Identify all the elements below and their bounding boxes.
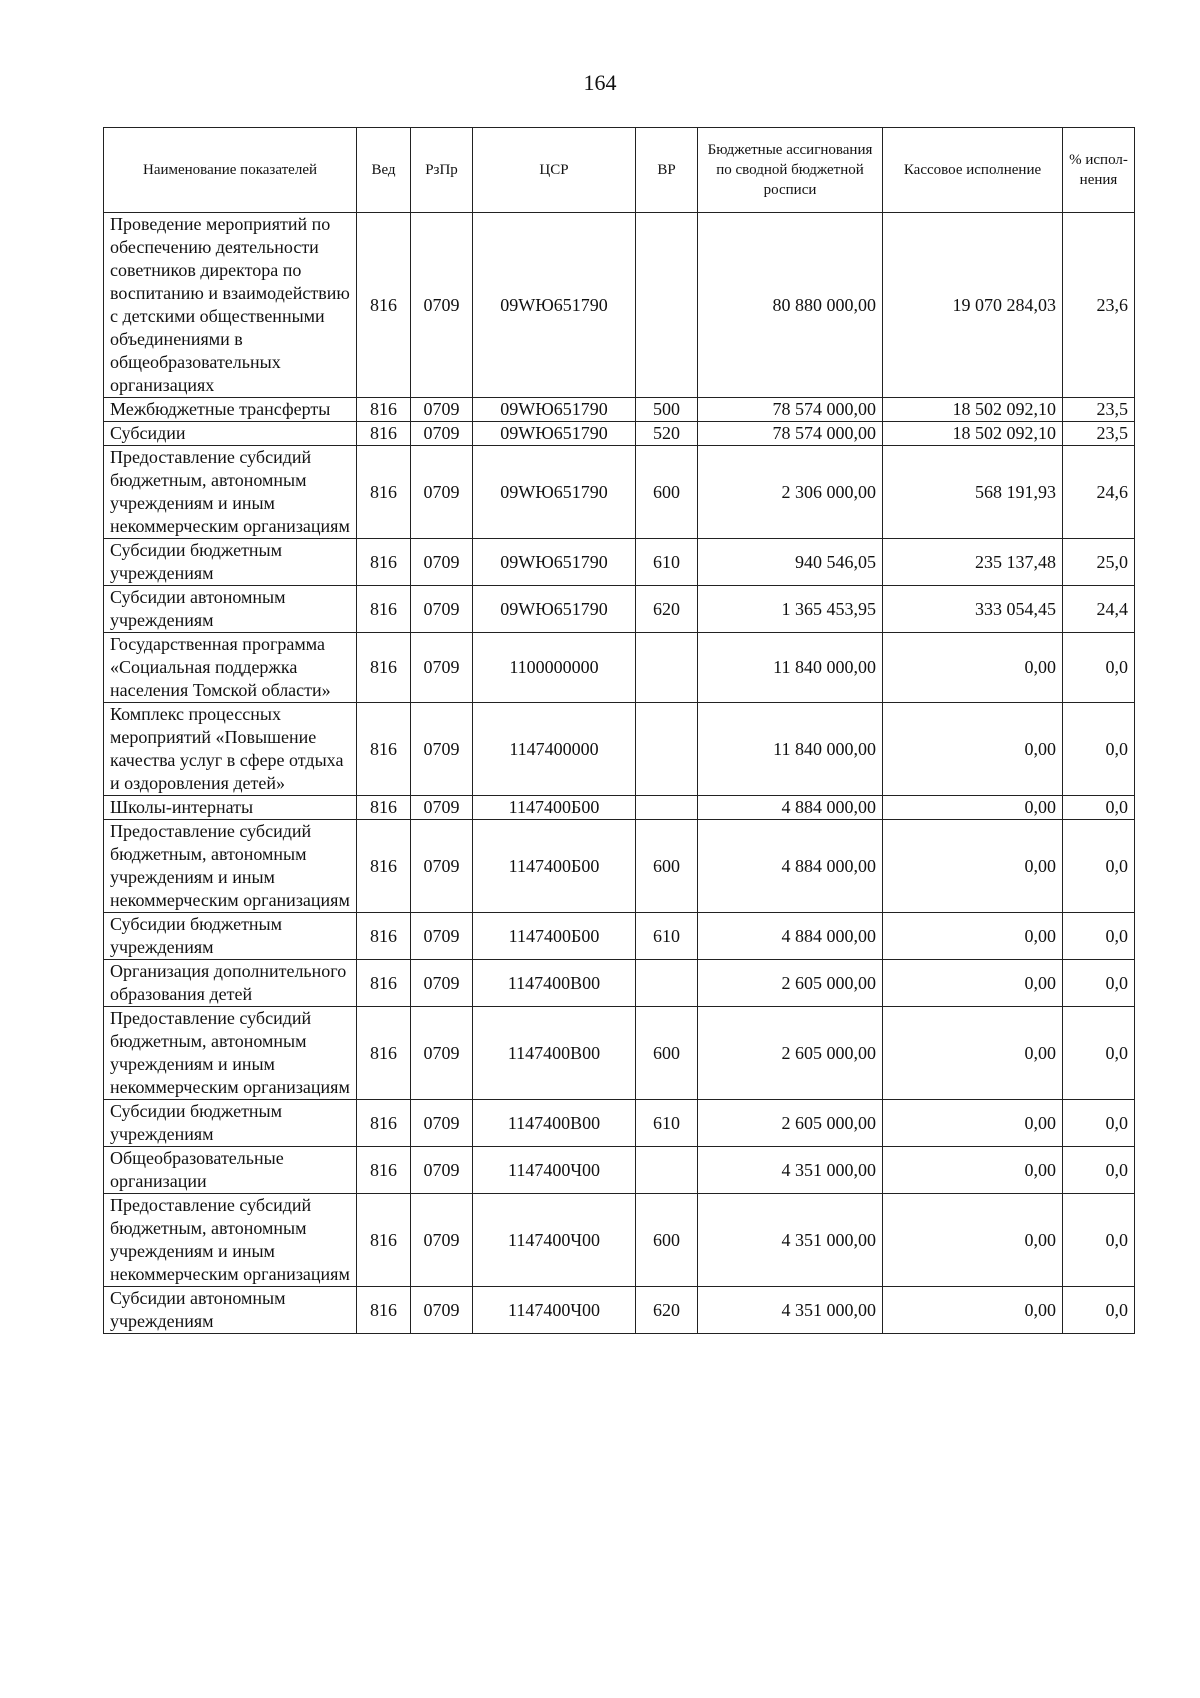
table-row bbox=[104, 446, 1135, 539]
cell-pct: 0,0 bbox=[1063, 1147, 1135, 1194]
cell-csr: 1147400Ч00 bbox=[473, 1147, 636, 1194]
cell-assign: 78 574 000,00 bbox=[698, 398, 883, 422]
table-row bbox=[104, 213, 1135, 398]
cell-csr: 1100000000 bbox=[473, 633, 636, 703]
cell-vr: 520 bbox=[636, 422, 698, 446]
cell-rzpr: 0709 bbox=[411, 1100, 473, 1147]
table-header-row bbox=[104, 128, 1135, 213]
cell-ved: 816 bbox=[357, 820, 411, 913]
cell-rzpr: 0709 bbox=[411, 446, 473, 539]
cell-csr: 09WЮ651790 bbox=[473, 213, 636, 398]
cell-vr: 620 bbox=[636, 1287, 698, 1334]
cell-rzpr: 0709 bbox=[411, 913, 473, 960]
cell-pct: 0,0 bbox=[1063, 1287, 1135, 1334]
cell-cash: 0,00 bbox=[883, 820, 1063, 913]
cell-assign: 1 365 453,95 bbox=[698, 586, 883, 633]
cell-csr: 1147400В00 bbox=[473, 1100, 636, 1147]
cell-cash: 568 191,93 bbox=[883, 446, 1063, 539]
cell-ved: 816 bbox=[357, 586, 411, 633]
cell-cash: 18 502 092,10 bbox=[883, 398, 1063, 422]
cell-name: Субсидии бюджетным учреждениям bbox=[104, 1100, 357, 1147]
cell-cash: 0,00 bbox=[883, 796, 1063, 820]
cell-ved: 816 bbox=[357, 913, 411, 960]
cell-ved: 816 bbox=[357, 446, 411, 539]
cell-csr: 09WЮ651790 bbox=[473, 539, 636, 586]
table-row bbox=[104, 820, 1135, 913]
cell-name: Проведение мероприятий по обеспечению деятельности советников директора по воспитанию и взаимодействию с детскими общественными объединениями в общеобразовательных организациях bbox=[104, 213, 357, 398]
cell-name: Школы-интернаты bbox=[104, 796, 357, 820]
cell-cash: 0,00 bbox=[883, 633, 1063, 703]
cell-name: Субсидии бюджетным учреждениям bbox=[104, 539, 357, 586]
cell-pct: 23,5 bbox=[1063, 422, 1135, 446]
cell-assign: 78 574 000,00 bbox=[698, 422, 883, 446]
cell-ved: 816 bbox=[357, 1007, 411, 1100]
cell-name: Предоставление субсидий бюджетным, автономным учреждениям и иным некоммерческим организациям bbox=[104, 1007, 357, 1100]
cell-name: Субсидии бюджетным учреждениям bbox=[104, 913, 357, 960]
cell-pct: 0,0 bbox=[1063, 1100, 1135, 1147]
cell-pct: 0,0 bbox=[1063, 1007, 1135, 1100]
cell-vr: 620 bbox=[636, 586, 698, 633]
cell-assign: 4 351 000,00 bbox=[698, 1147, 883, 1194]
cell-ved: 816 bbox=[357, 1147, 411, 1194]
cell-pct: 0,0 bbox=[1063, 796, 1135, 820]
cell-rzpr: 0709 bbox=[411, 539, 473, 586]
cell-vr bbox=[636, 213, 698, 398]
cell-assign: 11 840 000,00 bbox=[698, 703, 883, 796]
cell-cash: 0,00 bbox=[883, 913, 1063, 960]
cell-assign: 4 884 000,00 bbox=[698, 796, 883, 820]
cell-csr: 09WЮ651790 bbox=[473, 586, 636, 633]
cell-cash: 235 137,48 bbox=[883, 539, 1063, 586]
cell-vr bbox=[636, 960, 698, 1007]
cell-ved: 816 bbox=[357, 633, 411, 703]
cell-vr: 600 bbox=[636, 1194, 698, 1287]
table-row bbox=[104, 539, 1135, 586]
cell-name: Общеобразовательные организации bbox=[104, 1147, 357, 1194]
cell-vr: 600 bbox=[636, 1007, 698, 1100]
cell-cash: 0,00 bbox=[883, 1100, 1063, 1147]
cell-ved: 816 bbox=[357, 213, 411, 398]
cell-rzpr: 0709 bbox=[411, 703, 473, 796]
cell-cash: 0,00 bbox=[883, 1287, 1063, 1334]
cell-pct: 0,0 bbox=[1063, 820, 1135, 913]
cell-ved: 816 bbox=[357, 703, 411, 796]
table-row bbox=[104, 703, 1135, 796]
table-row bbox=[104, 633, 1135, 703]
table-body bbox=[104, 213, 1135, 1334]
cell-rzpr: 0709 bbox=[411, 398, 473, 422]
table-row bbox=[104, 398, 1135, 422]
cell-rzpr: 0709 bbox=[411, 796, 473, 820]
header-ved: Вед bbox=[357, 128, 411, 213]
cell-assign: 940 546,05 bbox=[698, 539, 883, 586]
cell-vr: 610 bbox=[636, 539, 698, 586]
header-cash: Кассовое исполнение bbox=[883, 128, 1063, 213]
table-row bbox=[104, 1287, 1135, 1334]
cell-csr: 1147400В00 bbox=[473, 1007, 636, 1100]
cell-cash: 19 070 284,03 bbox=[883, 213, 1063, 398]
cell-cash: 0,00 bbox=[883, 703, 1063, 796]
cell-cash: 333 054,45 bbox=[883, 586, 1063, 633]
cell-csr: 1147400Б00 bbox=[473, 820, 636, 913]
cell-csr: 1147400Б00 bbox=[473, 796, 636, 820]
cell-assign: 2 605 000,00 bbox=[698, 1007, 883, 1100]
cell-pct: 24,6 bbox=[1063, 446, 1135, 539]
cell-ved: 816 bbox=[357, 539, 411, 586]
cell-vr: 610 bbox=[636, 913, 698, 960]
header-name: Наименование показателей bbox=[104, 128, 357, 213]
cell-csr: 1147400Ч00 bbox=[473, 1287, 636, 1334]
cell-cash: 0,00 bbox=[883, 1147, 1063, 1194]
cell-rzpr: 0709 bbox=[411, 1194, 473, 1287]
cell-name: Предоставление субсидий бюджетным, автономным учреждениям и иным некоммерческим организациям bbox=[104, 1194, 357, 1287]
cell-vr: 600 bbox=[636, 446, 698, 539]
cell-csr: 09WЮ651790 bbox=[473, 446, 636, 539]
cell-vr bbox=[636, 633, 698, 703]
header-vr: ВР bbox=[636, 128, 698, 213]
cell-csr: 1147400В00 bbox=[473, 960, 636, 1007]
cell-pct: 0,0 bbox=[1063, 633, 1135, 703]
cell-rzpr: 0709 bbox=[411, 1287, 473, 1334]
cell-rzpr: 0709 bbox=[411, 1007, 473, 1100]
cell-vr bbox=[636, 703, 698, 796]
cell-rzpr: 0709 bbox=[411, 1147, 473, 1194]
cell-rzpr: 0709 bbox=[411, 960, 473, 1007]
cell-assign: 2 306 000,00 bbox=[698, 446, 883, 539]
cell-name: Субсидии автономным учреждениям bbox=[104, 1287, 357, 1334]
table-row bbox=[104, 913, 1135, 960]
header-pct: % испол-нения bbox=[1063, 128, 1135, 213]
cell-vr bbox=[636, 796, 698, 820]
cell-assign: 2 605 000,00 bbox=[698, 960, 883, 1007]
cell-csr: 1147400Б00 bbox=[473, 913, 636, 960]
cell-rzpr: 0709 bbox=[411, 820, 473, 913]
cell-ved: 816 bbox=[357, 398, 411, 422]
cell-csr: 1147400Ч00 bbox=[473, 1194, 636, 1287]
cell-pct: 25,0 bbox=[1063, 539, 1135, 586]
cell-ved: 816 bbox=[357, 796, 411, 820]
table-row bbox=[104, 960, 1135, 1007]
cell-vr: 610 bbox=[636, 1100, 698, 1147]
budget-table bbox=[103, 127, 1135, 1334]
cell-name: Предоставление субсидий бюджетным, автономным учреждениям и иным некоммерческим организациям bbox=[104, 446, 357, 539]
cell-cash: 0,00 bbox=[883, 960, 1063, 1007]
cell-cash: 18 502 092,10 bbox=[883, 422, 1063, 446]
cell-name: Предоставление субсидий бюджетным, автономным учреждениям и иным некоммерческим организациям bbox=[104, 820, 357, 913]
cell-assign: 4 884 000,00 bbox=[698, 913, 883, 960]
cell-name: Межбюджетные трансферты bbox=[104, 398, 357, 422]
cell-vr: 600 bbox=[636, 820, 698, 913]
table-row bbox=[104, 796, 1135, 820]
cell-ved: 816 bbox=[357, 422, 411, 446]
page-number: 164 bbox=[583, 70, 617, 95]
cell-pct: 0,0 bbox=[1063, 913, 1135, 960]
cell-pct: 0,0 bbox=[1063, 1194, 1135, 1287]
table-row bbox=[104, 586, 1135, 633]
cell-pct: 0,0 bbox=[1063, 703, 1135, 796]
cell-assign: 11 840 000,00 bbox=[698, 633, 883, 703]
cell-ved: 816 bbox=[357, 1100, 411, 1147]
header-csr: ЦСР bbox=[473, 128, 636, 213]
cell-assign: 4 884 000,00 bbox=[698, 820, 883, 913]
table-row bbox=[104, 1100, 1135, 1147]
cell-name: Государственная программа «Социальная поддержка населения Томской области» bbox=[104, 633, 357, 703]
table-row bbox=[104, 422, 1135, 446]
cell-rzpr: 0709 bbox=[411, 633, 473, 703]
cell-pct: 23,5 bbox=[1063, 398, 1135, 422]
cell-name: Организация дополнительного образования детей bbox=[104, 960, 357, 1007]
cell-ved: 816 bbox=[357, 1287, 411, 1334]
cell-csr: 1147400000 bbox=[473, 703, 636, 796]
table-row bbox=[104, 1147, 1135, 1194]
cell-name: Комплекс процессных мероприятий «Повышение качества услуг в сфере отдыха и оздоровления детей» bbox=[104, 703, 357, 796]
table-row bbox=[104, 1194, 1135, 1287]
cell-pct: 0,0 bbox=[1063, 960, 1135, 1007]
cell-rzpr: 0709 bbox=[411, 422, 473, 446]
cell-assign: 4 351 000,00 bbox=[698, 1287, 883, 1334]
cell-csr: 09WЮ651790 bbox=[473, 398, 636, 422]
cell-csr: 09WЮ651790 bbox=[473, 422, 636, 446]
header-rzpr: РзПр bbox=[411, 128, 473, 213]
cell-assign: 2 605 000,00 bbox=[698, 1100, 883, 1147]
cell-cash: 0,00 bbox=[883, 1194, 1063, 1287]
cell-rzpr: 0709 bbox=[411, 213, 473, 398]
cell-assign: 80 880 000,00 bbox=[698, 213, 883, 398]
cell-name: Субсидии автономным учреждениям bbox=[104, 586, 357, 633]
header-assign: Бюджетные ассигнования по сводной бюджетной росписи bbox=[698, 128, 883, 213]
cell-ved: 816 bbox=[357, 1194, 411, 1287]
cell-ved: 816 bbox=[357, 960, 411, 1007]
cell-name: Субсидии bbox=[104, 422, 357, 446]
table-row bbox=[104, 1007, 1135, 1100]
cell-rzpr: 0709 bbox=[411, 586, 473, 633]
cell-cash: 0,00 bbox=[883, 1007, 1063, 1100]
cell-vr bbox=[636, 1147, 698, 1194]
cell-pct: 23,6 bbox=[1063, 213, 1135, 398]
cell-assign: 4 351 000,00 bbox=[698, 1194, 883, 1287]
cell-pct: 24,4 bbox=[1063, 586, 1135, 633]
cell-vr: 500 bbox=[636, 398, 698, 422]
